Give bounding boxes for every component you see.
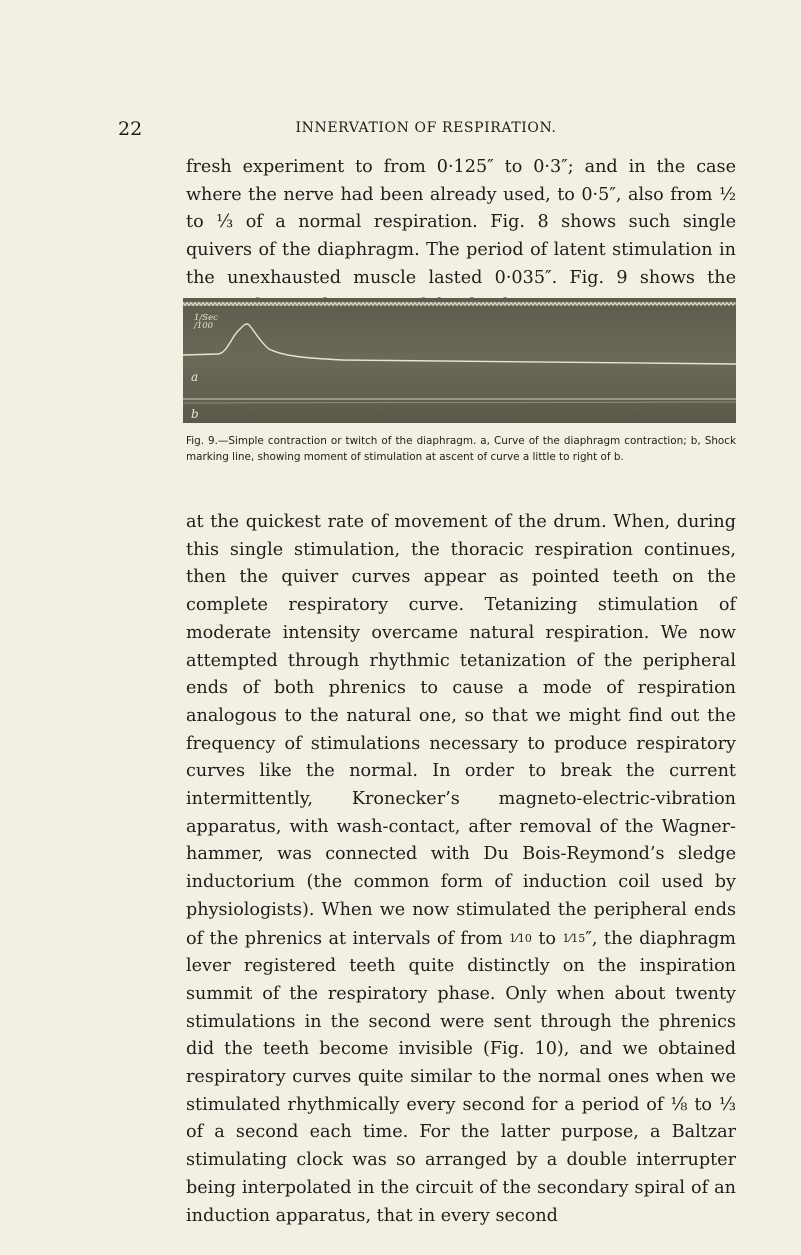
curve-label-a: a [191, 370, 199, 384]
kymograph-image [183, 298, 736, 423]
paragraph-1-text-a: fresh experiment to from 0·125″ to 0·3″; and in the case where the nerve had been already used, to 0·5″, also from [186, 157, 736, 205]
page-number: 22 [118, 118, 143, 140]
page-header [118, 118, 734, 140]
paragraph-2-text-e: of a second each time. For the latter purpose, a Baltzar stimulating clock was so arranged by a double interrupter being interpolated in the circuit of the secondary spiral of an induction apparatus, that in every second [186, 1122, 736, 1226]
paragraph-2 [186, 509, 736, 1230]
paragraph-1-text-b: to [186, 212, 217, 233]
fraction: ½ [718, 184, 736, 205]
time-scale-label-sec: 1/Sec [194, 313, 218, 323]
figure-9-kymograph [183, 298, 736, 423]
fraction: 1⁄10 [509, 931, 532, 945]
curve-label-b: b [191, 407, 199, 421]
fraction: ⅓ [718, 1094, 736, 1115]
paragraph-2-text-c: ″, the diaphragm lever registered teeth quite distinctly on the inspiration summit of the respiratory phase. Only when about twenty stimulations in the second were sent through the phrenics did the teeth become invisible (Fig. 10), and we obtained respiratory curves quite similar to the normal ones when we stimulated rhythmically every second for a period of [186, 928, 736, 1115]
figure-caption: Fig. 9.—Simple contraction or twitch of the diaphragm. a, Curve of the diaphragm contraction; b, Shock marking line, showing moment of stimulation at ascent of curve a little to right of b. [186, 435, 736, 463]
fraction: ⅓ [216, 212, 234, 233]
paragraph-1-text-c: of a normal respiration. Fig. 8 shows such single quivers of the diaphragm. The period of latent stimulation in the unexhausted muscle lasted 0·035″. Fig. 9 shows the [186, 212, 736, 288]
paragraph-2-text-b: to [531, 928, 563, 949]
fraction: 1⁄15 [562, 931, 586, 945]
time-scale-label-100: /100 [194, 321, 214, 331]
paragraph-2-text-d: to [687, 1094, 719, 1115]
fraction: ⅛ [670, 1094, 688, 1115]
running-head: INNERVATION OF RESPIRATION. [295, 120, 557, 136]
paragraph-2-text-a: at the quickest rate of movement of the drum. When, during this single stimulation, the thoracic respiration continues, then the quiver curves appear as pointed teeth on the complete respiratory curve. Tetanizing stimulation of moderate intensity overcame natural respiration. We now attempted through rhythmic tetanization of the peripheral ends of both phrenics to cause a mode of respiration analogous to the natural one, so that we might find out the frequency of stimulations necessary to produce respiratory curves like the normal. In order to break the current intermittently, Kronecker’s magneto-electric-vibration apparatus, with wash-contact, after removal of the Wagner-hammer, was connected with Du Bois-Reymond’s sledge inductorium (the common form of induction coil used by physiologists). When we now stimulated the peripheral ends of the phrenics at intervals of from [186, 512, 736, 949]
paragraph-1 [186, 154, 736, 320]
